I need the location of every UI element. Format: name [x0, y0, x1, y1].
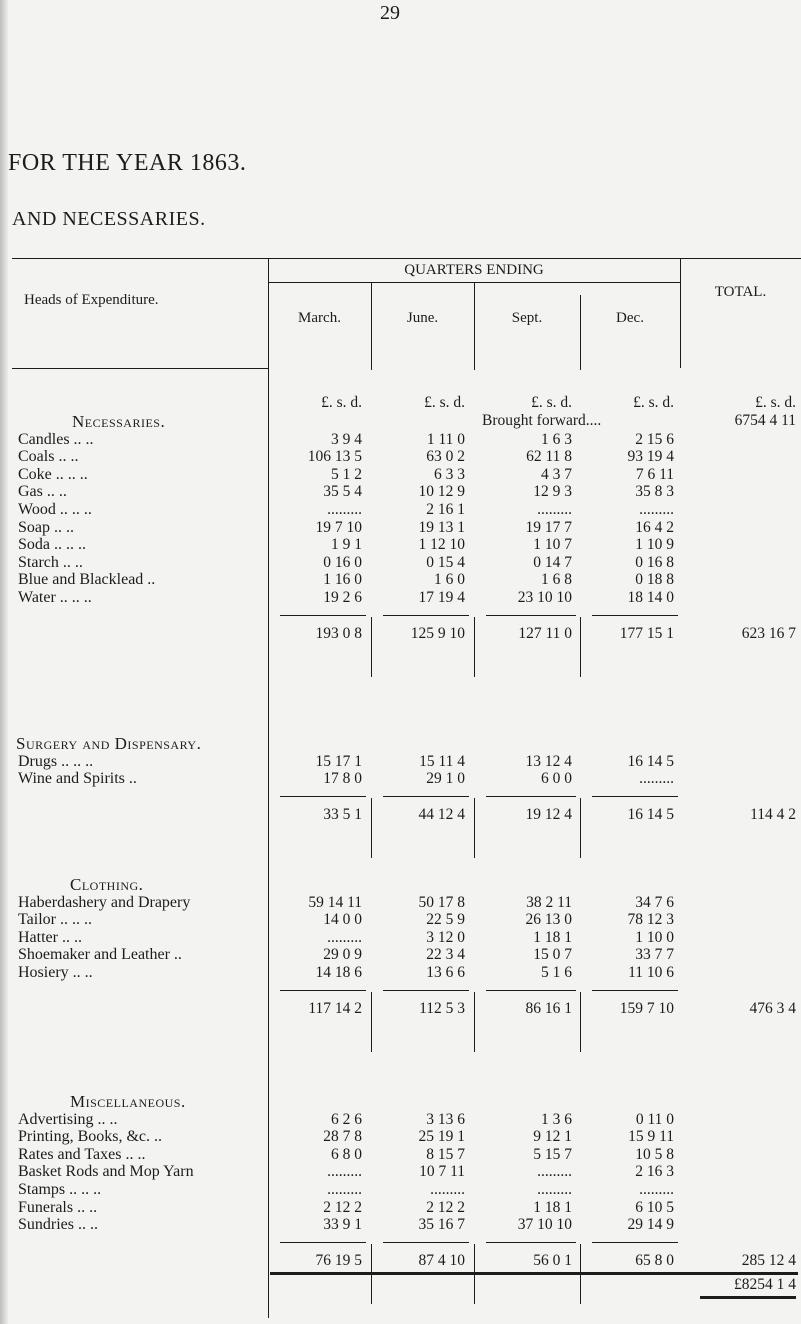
- row-cell: 29 14 9: [627, 1216, 674, 1234]
- subtotal-cell: 177 15 1: [619, 624, 674, 642]
- currency-header-sept: £. s. d.: [531, 394, 572, 411]
- subtotal-col-divider: [580, 992, 581, 1052]
- row-cell: 59 14 11: [308, 893, 362, 911]
- subtotal-rule: [280, 990, 366, 992]
- row-cell: 2 16 1: [426, 501, 465, 518]
- row-label: Coals .. ..: [18, 448, 79, 466]
- row-cell: 10 12 9: [418, 483, 465, 501]
- row-label: Coke .. .. ..: [18, 465, 88, 483]
- subtotal-cell: 86 16 1: [525, 999, 572, 1017]
- col-divider-3: [580, 295, 581, 370]
- subtotal-cell: 193 0 8: [315, 624, 362, 642]
- section-heading-surgery-dispensary: Surgery and Dispensary.: [16, 734, 202, 753]
- row-cell: 19 2 6: [323, 589, 362, 606]
- subtotal-cell: 56 0 1: [533, 1251, 572, 1269]
- row-label: Water .. .. ..: [18, 589, 92, 606]
- row-cell: 6 3 3: [434, 465, 465, 483]
- subtotal-rule: [486, 990, 576, 992]
- subtotal-col-divider: [474, 798, 475, 858]
- row-cell: 16 4 2: [635, 518, 674, 536]
- row-cell: 14 18 6: [315, 964, 362, 981]
- row-cell: 1 10 0: [635, 928, 674, 946]
- row-label: Soap .. ..: [18, 518, 74, 536]
- row-cell: 0 16 0: [323, 553, 362, 571]
- row-cell: 2 15 6: [635, 430, 674, 448]
- row-cell: 8 15 7: [426, 1145, 465, 1163]
- subtotal-rule: [486, 796, 576, 798]
- row-cell: 33 7 7: [635, 946, 674, 964]
- subtotal-rule: [280, 1242, 366, 1244]
- row-cell: 15 17 1: [315, 752, 362, 770]
- row-cell: 106 13 5: [307, 448, 362, 466]
- row-cell: 78 12 3: [627, 911, 674, 929]
- row-cell: 22 5 9: [426, 911, 465, 929]
- row-cell: .........: [537, 1163, 572, 1181]
- row-cell: .........: [327, 1163, 362, 1181]
- section-total: 114 4 2: [750, 805, 796, 823]
- row-cell: 5 15 7: [533, 1145, 572, 1163]
- subtotal-cell: 87 4 10: [418, 1251, 465, 1269]
- row-cell: 3 13 6: [426, 1110, 465, 1128]
- row-cell: 19 17 7: [525, 518, 572, 536]
- subtotal-col-divider: [474, 992, 475, 1052]
- subtotal-rule: [486, 615, 576, 617]
- row-cell: 17 19 4: [418, 589, 465, 606]
- row-cell: .........: [327, 501, 362, 518]
- row-cell: 22 3 4: [426, 946, 465, 964]
- row-cell: 6 2 6: [331, 1110, 362, 1128]
- subtotal-rule: [592, 615, 678, 617]
- row-cell: 1 10 7: [533, 536, 572, 554]
- heads-bottom-rule: [12, 368, 268, 369]
- table-top-rule: [12, 258, 801, 259]
- row-cell: 3 12 0: [426, 928, 465, 946]
- row-cell: .........: [639, 501, 674, 518]
- row-label: Basket Rods and Mop Yarn: [18, 1163, 194, 1181]
- row-cell: 14 0 0: [323, 911, 362, 929]
- subtotal-rule: [280, 615, 366, 617]
- subtotal-rule: [592, 1242, 678, 1244]
- subtotal-rule: [592, 990, 678, 992]
- row-cell: 63 0 2: [426, 448, 465, 466]
- row-cell: .........: [639, 770, 674, 788]
- section-heading-miscellaneous: Miscellaneous.: [70, 1092, 186, 1111]
- brought-forward-label: Brought forward....: [482, 412, 602, 429]
- row-cell: 26 13 0: [525, 911, 572, 929]
- row-label: Rates and Taxes .. ..: [18, 1145, 146, 1163]
- row-cell: 15 11 4: [419, 752, 465, 770]
- row-label: Advertising .. ..: [18, 1110, 118, 1128]
- closing-thick-rule: [270, 1272, 798, 1275]
- row-cell: .........: [327, 1181, 362, 1198]
- row-cell: 1 10 9: [635, 536, 674, 554]
- row-cell: 25 19 1: [418, 1128, 465, 1146]
- row-cell: 93 19 4: [627, 448, 674, 466]
- row-cell: 0 14 7: [533, 553, 572, 571]
- row-cell: 2 16 3: [635, 1163, 674, 1181]
- row-cell: 5 1 2: [331, 465, 362, 483]
- row-label: Hosiery .. ..: [18, 964, 93, 981]
- row-cell: 6 10 5: [635, 1198, 674, 1216]
- row-cell: 10 5 8: [635, 1145, 674, 1163]
- subtotal-rule: [486, 1242, 576, 1244]
- row-cell: 0 18 8: [635, 571, 674, 589]
- subtotal-cell: 159 7 10: [619, 999, 674, 1017]
- currency-header-march: £. s. d.: [321, 394, 362, 411]
- row-cell: 12 9 3: [533, 483, 572, 501]
- row-cell: 0 16 8: [635, 553, 674, 571]
- subtotal-cell: 44 12 4: [418, 805, 465, 823]
- row-cell: 11 10 6: [628, 964, 674, 981]
- row-cell: 0 11 0: [635, 1110, 674, 1128]
- subtotal-col-divider: [371, 617, 372, 677]
- quarter-march: March.: [298, 310, 341, 326]
- brought-forward-total: 6754 4 11: [734, 412, 796, 429]
- subtotal-col-divider: [580, 617, 581, 677]
- subtotal-cell: 112 5 3: [419, 999, 465, 1017]
- subtotal-col-divider: [371, 798, 372, 858]
- row-cell: 19 13 1: [418, 518, 465, 536]
- row-cell: 15 0 7: [533, 946, 572, 964]
- row-cell: 33 9 1: [323, 1216, 362, 1234]
- subtotal-col-divider: [474, 617, 475, 677]
- subtotal-cell: 33 5 1: [323, 805, 362, 823]
- row-cell: 10 7 11: [419, 1163, 465, 1181]
- quarter-dec: Dec.: [616, 310, 644, 326]
- row-label: Starch .. ..: [18, 553, 83, 571]
- subtotal-rule: [383, 1242, 469, 1244]
- row-cell: 13 12 4: [525, 752, 572, 770]
- quarters-ending-label: QUARTERS ENDING: [404, 262, 544, 278]
- section-total: 476 3 4: [749, 999, 796, 1017]
- subtotal-cell: 16 14 5: [627, 805, 674, 823]
- row-cell: 6 8 0: [331, 1145, 362, 1163]
- row-cell: 7 6 11: [635, 465, 674, 483]
- quarter-june: June.: [406, 310, 439, 326]
- row-cell: 29 1 0: [426, 770, 465, 788]
- row-cell: 1 18 1: [533, 1198, 572, 1216]
- subtotal-col-divider: [580, 798, 581, 858]
- row-cell: 1 6 0: [434, 571, 465, 589]
- row-cell: 35 5 4: [323, 483, 362, 501]
- subtotal-cell: 125 9 10: [410, 624, 465, 642]
- row-label: Drugs .. .. ..: [18, 752, 94, 770]
- currency-header-dec: £. s. d.: [633, 394, 674, 411]
- row-cell: 17 8 0: [323, 770, 362, 788]
- row-label: Hatter .. ..: [18, 928, 82, 946]
- row-cell: .........: [537, 1181, 572, 1198]
- row-cell: 1 11 0: [426, 430, 465, 448]
- row-cell: 2 12 2: [323, 1198, 362, 1216]
- row-label: Stamps .. .. ..: [18, 1181, 102, 1198]
- row-cell: 1 16 0: [323, 571, 362, 589]
- total-label: TOTAL.: [714, 284, 767, 300]
- row-label: Haberdashery and Drapery: [18, 893, 191, 911]
- subtotal-rule: [592, 796, 678, 798]
- row-cell: 34 7 6: [635, 893, 674, 911]
- section-heading-clothing: Clothing.: [70, 875, 144, 894]
- row-label: Wine and Spirits ..: [18, 770, 137, 788]
- row-label: Printing, Books, &c. ..: [18, 1128, 163, 1146]
- row-cell: 19 7 10: [315, 518, 362, 536]
- row-cell: 1 6 3: [541, 430, 572, 448]
- subtotal-cell: 19 12 4: [525, 805, 572, 823]
- row-cell: 28 7 8: [323, 1128, 362, 1146]
- row-cell: 2 12 2: [426, 1198, 465, 1216]
- row-cell: 1 18 1: [533, 928, 572, 946]
- row-cell: 35 16 7: [418, 1216, 465, 1234]
- subtotal-rule: [383, 796, 469, 798]
- subtotal-cell: 65 8 0: [635, 1251, 674, 1269]
- row-label: Sundries .. ..: [18, 1216, 98, 1234]
- row-cell: 5 1 6: [541, 964, 572, 981]
- heads-of-expenditure-label: Heads of Expenditure.: [24, 292, 159, 308]
- row-cell: .........: [639, 1181, 674, 1198]
- row-cell: 1 9 1: [331, 536, 362, 554]
- row-cell: 37 10 10: [517, 1216, 572, 1234]
- subtotal-cell: 76 19 5: [315, 1251, 362, 1269]
- row-label: Shoemaker and Leather ..: [18, 946, 182, 964]
- row-cell: 35 8 3: [635, 483, 674, 501]
- row-label: Soda .. .. ..: [18, 536, 86, 554]
- row-cell: 9 12 1: [533, 1128, 572, 1146]
- row-cell: 13 6 6: [426, 964, 465, 981]
- total-column-divider: [680, 258, 681, 368]
- page-title-line1: FOR THE YEAR 1863.: [8, 150, 247, 176]
- row-label: Blue and Blacklead ..: [18, 571, 156, 589]
- row-label: Funerals .. ..: [18, 1198, 98, 1216]
- row-cell: 16 14 5: [627, 752, 674, 770]
- section-total: 285 12 4: [741, 1251, 796, 1269]
- page-number: 29: [380, 2, 400, 24]
- subtotal-col-divider: [371, 992, 372, 1052]
- row-cell: 29 0 9: [323, 946, 362, 964]
- row-cell: 15 9 11: [628, 1128, 674, 1146]
- row-cell: 0 15 4: [426, 553, 465, 571]
- subtotal-cell: 127 11 0: [518, 624, 572, 642]
- row-cell: 3 9 4: [331, 430, 362, 448]
- grand-total-underline: [700, 1296, 796, 1299]
- row-cell: 6 0 0: [541, 770, 572, 788]
- row-label: Gas .. ..: [18, 483, 67, 501]
- subtotal-rule: [383, 615, 469, 617]
- currency-header-june: £. s. d.: [424, 394, 465, 411]
- page-gutter-shadow: [0, 0, 8, 1324]
- row-cell: 1 12 10: [418, 536, 465, 554]
- row-cell: 62 11 8: [526, 448, 572, 466]
- row-cell: 23 10 10: [517, 589, 572, 606]
- row-cell: 18 14 0: [627, 589, 674, 606]
- row-label: Candles .. ..: [18, 430, 94, 448]
- subtotal-rule: [383, 990, 469, 992]
- subtotal-cell: 117 14 2: [308, 999, 362, 1017]
- row-cell: .........: [537, 501, 572, 518]
- row-label: Tailor .. .. ..: [18, 911, 92, 929]
- section-heading-necessaries: Necessaries.: [72, 412, 166, 431]
- row-cell: 4 3 7: [541, 465, 572, 483]
- subtotal-rule: [280, 796, 366, 798]
- row-label: Wood .. .. ..: [18, 501, 92, 518]
- quarter-sept: Sept.: [511, 310, 543, 326]
- page-title-line2: AND NECESSARIES.: [12, 208, 206, 230]
- row-cell: 38 2 11: [526, 893, 572, 911]
- row-cell: 50 17 8: [418, 893, 465, 911]
- heads-column-divider: [268, 258, 269, 1318]
- grand-total: £8254 1 4: [734, 1275, 796, 1293]
- row-cell: .........: [327, 928, 362, 946]
- currency-header-total: £. s. d.: [755, 394, 796, 411]
- section-total: 623 16 7: [741, 624, 796, 642]
- row-cell: 1 6 8: [541, 571, 572, 589]
- row-cell: 1 3 6: [541, 1110, 572, 1128]
- row-cell: .........: [430, 1181, 465, 1198]
